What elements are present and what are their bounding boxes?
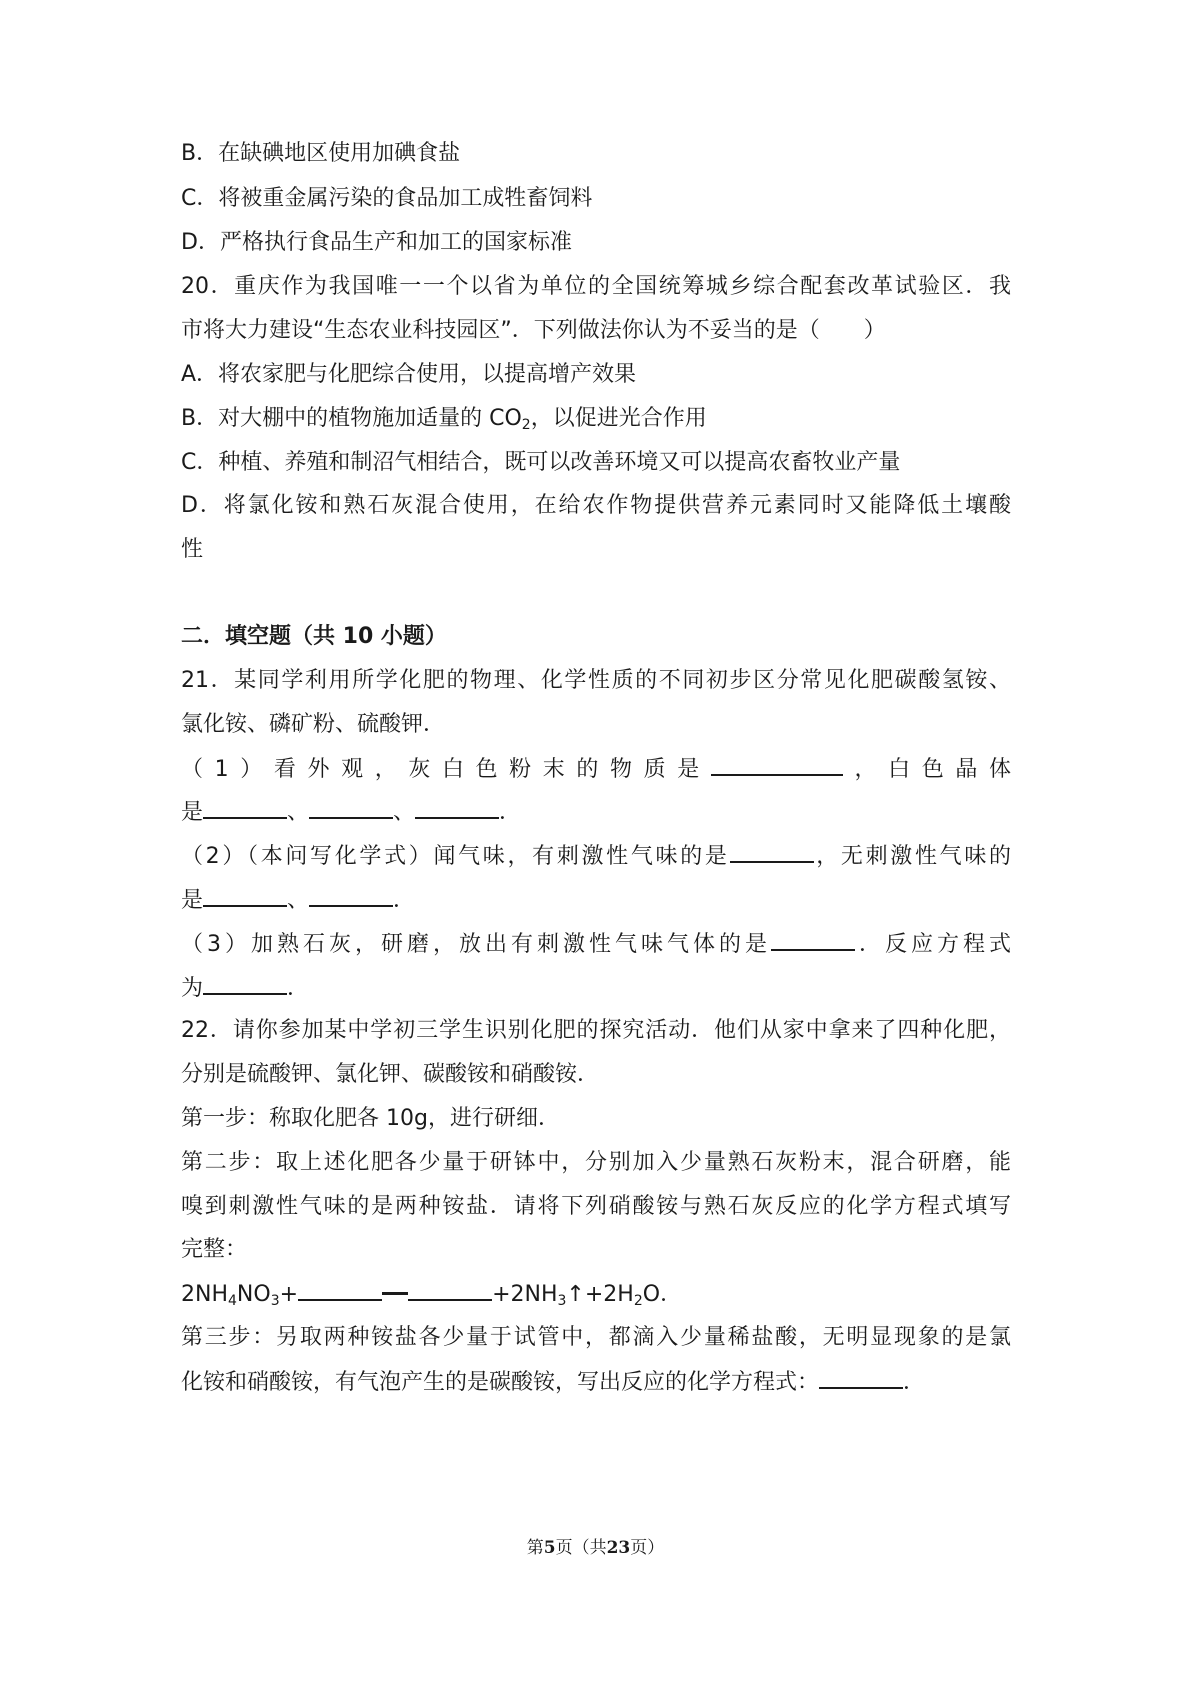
- answer-blank[interactable]: [298, 1279, 382, 1301]
- answer-blank[interactable]: [771, 929, 855, 951]
- separator: 、: [393, 800, 416, 825]
- answer-blank[interactable]: [711, 754, 843, 776]
- answer-blank[interactable]: [203, 797, 287, 819]
- q21-part1-line2-a: 是: [181, 800, 204, 825]
- formula-subscript: 3: [557, 1293, 567, 1309]
- period: ．: [393, 888, 416, 913]
- answer-blank[interactable]: [309, 885, 393, 907]
- formula-subscript: 4: [228, 1293, 237, 1309]
- q21-part2-line2-a: 是: [181, 888, 204, 913]
- q21-part1-line1: [181, 754, 1011, 785]
- footer-mid: 页（共: [555, 1538, 607, 1558]
- q22-step1: 第一步：称取化肥各 10g，进行研细．: [181, 1106, 560, 1131]
- answer-blank[interactable]: [819, 1367, 903, 1389]
- q19-option-d: D．严格执行食品生产和加工的国家标准: [181, 230, 572, 255]
- q20-stem-line1: 20．重庆作为我国唯一一个以省为单位的全国统筹城乡综合配套改革试验区．我: [181, 274, 1011, 299]
- q20-option-b-pre: B．对大棚中的植物施加适量的 CO: [181, 406, 522, 431]
- q20-option-b: [181, 404, 1011, 434]
- answer-blank[interactable]: [730, 841, 814, 863]
- q19-option-c: C．将被重金属污染的食品加工成牲畜饲料: [181, 186, 593, 211]
- q21-part1-line2: [181, 797, 1011, 828]
- q19-option-b: B．在缺碘地区使用加碘食盐: [181, 141, 461, 166]
- answer-blank[interactable]: [415, 797, 499, 819]
- q21-part3-line2-a: 为: [181, 976, 204, 1001]
- q22-step2-line1: 第二步：取上述化肥各少量于研钵中，分别加入少量熟石灰粉末，混合研磨，能: [181, 1150, 1011, 1175]
- answer-blank[interactable]: [309, 797, 393, 819]
- separator: 、: [287, 888, 310, 913]
- formula-part: NO: [236, 1282, 271, 1307]
- q20-option-d-line1: D．将氯化铵和熟石灰混合使用，在给农作物提供营养元素同时又能降低土壤酸: [181, 493, 1011, 518]
- q21-part3-text-b: ．反应方程式: [855, 932, 1011, 957]
- formula-part: 2NH: [181, 1282, 228, 1307]
- footer-total-pages: 23: [606, 1538, 631, 1558]
- equals-sign: [382, 1292, 408, 1295]
- q20-option-b-sub: 2: [521, 417, 531, 433]
- q21-stem-line1: 21．某同学利用所学化肥的物理、化学性质的不同初步区分常见化肥碳酸氢铵、: [181, 668, 1011, 693]
- formula-part: +2NH: [492, 1282, 558, 1307]
- q21-part2-text-a: （2）（本问写化学式）闻气味，有刺激性气味的是: [181, 844, 730, 869]
- formula-part: O．: [642, 1282, 683, 1307]
- q20-option-c: C．种植、养殖和制沼气相结合，既可以改善环境又可以提高农畜牧业产量: [181, 450, 901, 475]
- answer-blank[interactable]: [203, 885, 287, 907]
- separator: 、: [287, 800, 310, 825]
- footer-page-number: 5: [543, 1538, 556, 1558]
- q20-option-b-post: ，以促进光合作用: [530, 406, 707, 431]
- answer-blank[interactable]: [408, 1279, 492, 1301]
- q22-stem-line1: 22．请你参加某中学初三学生识别化肥的探究活动．他们从家中拿来了四种化肥，: [181, 1018, 1011, 1043]
- formula-subscript: 2: [633, 1293, 643, 1309]
- q21-part1-text-b: ，白色晶体: [842, 757, 1011, 782]
- formula-subscript: 3: [270, 1293, 280, 1309]
- q22-equation: [181, 1279, 1011, 1310]
- formula-part: ↑+2H: [566, 1282, 634, 1307]
- footer-pre: 第: [526, 1538, 544, 1558]
- q20-option-d-line2: 性: [181, 537, 204, 562]
- q22-step3-line2: [181, 1367, 1011, 1398]
- q21-part3-text-a: （3）加熟石灰，研磨，放出有刺激性气味气体的是: [181, 932, 771, 957]
- q21-part2-line2: [181, 885, 1011, 916]
- q21-part3-line2: [181, 973, 1011, 1004]
- q22-step2-line3: 完整：: [181, 1237, 248, 1262]
- q21-part3-line1: [181, 929, 1011, 960]
- q22-step2-line2: 嗅到刺激性气味的是两种铵盐．请将下列硝酸铵与熟石灰反应的化学方程式填写: [181, 1194, 1011, 1219]
- q20-stem-line2: 市将大力建设“生态农业科技园区”．下列做法你认为不妥当的是（ ）: [181, 318, 886, 343]
- section-heading: 二．填空题（共 10 小题）: [181, 624, 447, 649]
- q21-part2-line1: [181, 841, 1011, 872]
- q22-stem-line2: 分别是硫酸钾、氯化钾、碳酸铵和硝酸铵．: [181, 1062, 600, 1087]
- formula-part: +: [279, 1282, 299, 1307]
- answer-blank[interactable]: [203, 973, 287, 995]
- footer-post: 页）: [630, 1538, 665, 1558]
- period: ．: [287, 976, 310, 1001]
- q21-stem-line2: 氯化铵、磷矿粉、硫酸钾．: [181, 712, 446, 737]
- q21-part2-text-b: ，无刺激性气味的: [813, 844, 1011, 869]
- q22-step3-line2-a: 化铵和硝酸铵，有气泡产生的是碳酸铵，写出反应的化学方程式：: [181, 1370, 820, 1395]
- q21-part1-text-a: （1）看外观，灰白色粉末的物质是: [181, 757, 711, 782]
- q20-option-a: A．将农家肥与化肥综合使用，以提高增产效果: [181, 362, 637, 387]
- q22-step3-line1: 第三步：另取两种铵盐各少量于试管中，都滴入少量稀盐酸，无明显现象的是氯: [181, 1325, 1011, 1350]
- period: ．: [903, 1370, 926, 1395]
- period: ．: [499, 800, 522, 825]
- page-footer: [0, 1536, 1191, 1560]
